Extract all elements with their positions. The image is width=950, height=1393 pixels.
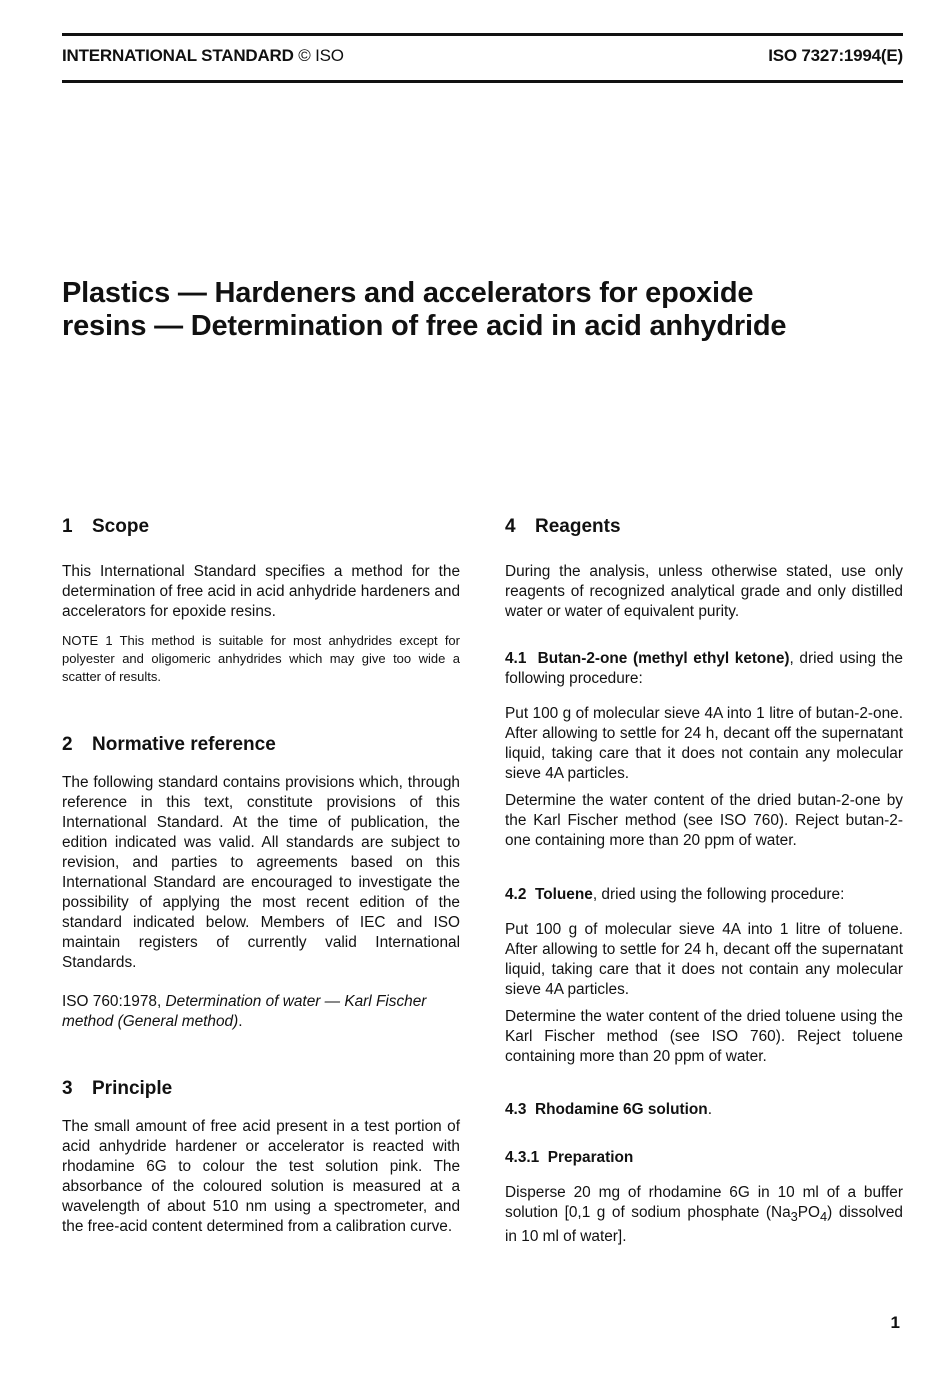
clause-title: Butan-2-one (methyl ethyl ketone) (537, 650, 790, 667)
reagent-4-1-heading (505, 649, 903, 689)
reagent-4-1-paragraph-2: Determine the water content of the dried butan-2-one by the Karl Fischer method (see ISO 760). Reject butan-2-one containing more than 20 ppm of water. (505, 792, 903, 849)
clause-number: 4.2 (505, 886, 527, 903)
reference-end: . (238, 1013, 243, 1030)
reagent-4-3-1-heading (505, 1148, 903, 1168)
normative-reference-entry (62, 992, 460, 1032)
page-number: 1 (890, 1313, 900, 1332)
reference-number: ISO 760:1978, (62, 993, 166, 1010)
text-run: PO (797, 1204, 821, 1221)
scope-paragraph: This International Standard specifies a method for the determination of free acid in acid anhydride hardeners and accelerators for epoxide resins. (62, 563, 460, 620)
clause-rest: . (707, 1101, 712, 1118)
scope-note: NOTE 1 This method is suitable for most anhydrides except for polyester and oligomeric anhydrides which may give too wide a scatter of results. (62, 633, 460, 684)
section-title: Normative reference (92, 734, 276, 755)
section-title: Reagents (535, 516, 621, 537)
header-copyright: © ISO (298, 46, 344, 65)
reagent-4-1-paragraph-1: Put 100 g of molecular sieve 4A into 1 litre of butan-2-one. After allowing to settle for 24 h, decant off the supernatant liquid, taking care that it does not contain any molecular sieve 4A particles. (505, 705, 903, 782)
section-number: 1 (62, 516, 73, 537)
reagent-4-3-heading (505, 1100, 903, 1120)
clause-title: Toluene (534, 886, 593, 903)
header-standard-type: INTERNATIONAL STANDARD (62, 46, 294, 65)
text-run: ) dissolved in 10 ml of water]. (505, 1204, 903, 1246)
clause-rest: , dried using the following procedure: (505, 650, 903, 687)
reagent-4-2-heading (505, 885, 903, 905)
subscript: 4 (820, 1209, 828, 1225)
reference-title: Determination of water — Karl Fischer method (General method) (62, 993, 427, 1030)
header-standard-label (62, 46, 344, 66)
title-line-1: Plastics — Hardeners and accelerators for epoxide (62, 277, 754, 309)
section-title: Principle (92, 1078, 173, 1099)
header-document-number: ISO 7327:1994(E) (768, 46, 903, 65)
header-bottom-rule (62, 80, 903, 83)
subscript: 3 (790, 1209, 798, 1225)
section-number: 3 (62, 1078, 73, 1099)
right-column (505, 515, 903, 1247)
section-title: Scope (92, 516, 150, 537)
principle-paragraph: The small amount of free acid present in a test portion of acid anhydride hardener or accelerator is reacted with rhodamine 6G to colour the test solution pink. The absorbance of the coloured solution is measured at a wavelength of about 510 nm using a spectrometer, and the free-acid content determined from a calibration curve. (62, 1118, 460, 1235)
section-principle-heading (62, 1077, 460, 1101)
left-column (62, 515, 460, 1237)
reagents-paragraph: During the analysis, unless otherwise stated, use only reagents of recognized analytical grade and only distilled water or water of equivalent purity. (505, 563, 903, 620)
section-number: 2 (62, 734, 73, 755)
section-scope-heading (62, 515, 460, 539)
section-normative-heading (62, 733, 460, 757)
title-line-2: resins — Determination of free acid in acid anhydride (62, 310, 787, 342)
reagent-4-2-paragraph-2: Determine the water content of the dried toluene using the Karl Fischer method (see ISO 760). Reject toluene containing more than 20 ppm of water. (505, 1008, 903, 1065)
header-top-rule (62, 33, 903, 36)
text-run: Disperse 20 mg of rhodamine 6G in 10 ml of a buffer solution [0,1 g of sodium phosphate (Na (505, 1184, 903, 1221)
clause-number: 4.3.1 (505, 1149, 540, 1166)
reagent-4-3-1-paragraph (505, 1183, 903, 1247)
clause-number: 4.3 (505, 1101, 527, 1118)
section-number: 4 (505, 516, 516, 537)
document-title (62, 277, 903, 343)
clause-title: Rhodamine 6G solution (534, 1101, 708, 1118)
reagent-4-2-paragraph-1: Put 100 g of molecular sieve 4A into 1 litre of toluene. After allowing to settle for 24 h, decant off the supernatant liquid, taking care that it does not contain any molecular sieve 4A particles. (505, 921, 903, 998)
clause-number: 4.1 (505, 650, 527, 667)
normative-paragraph: The following standard contains provisions which, through reference in this text, constitute provisions of this International Standard. At the time of publication, the edition indicated was valid. All standards are subject to revision, and parties to agreements based on this International Standard are encouraged to investigate the possibility of applying the most recent edition of the standard indicated below. Members of IEC and ISO maintain registers of currently valid International Standards. (62, 774, 460, 971)
section-reagents-heading (505, 515, 903, 539)
clause-title: Preparation (547, 1149, 634, 1166)
clause-rest: , dried using the following procedure: (592, 886, 845, 903)
